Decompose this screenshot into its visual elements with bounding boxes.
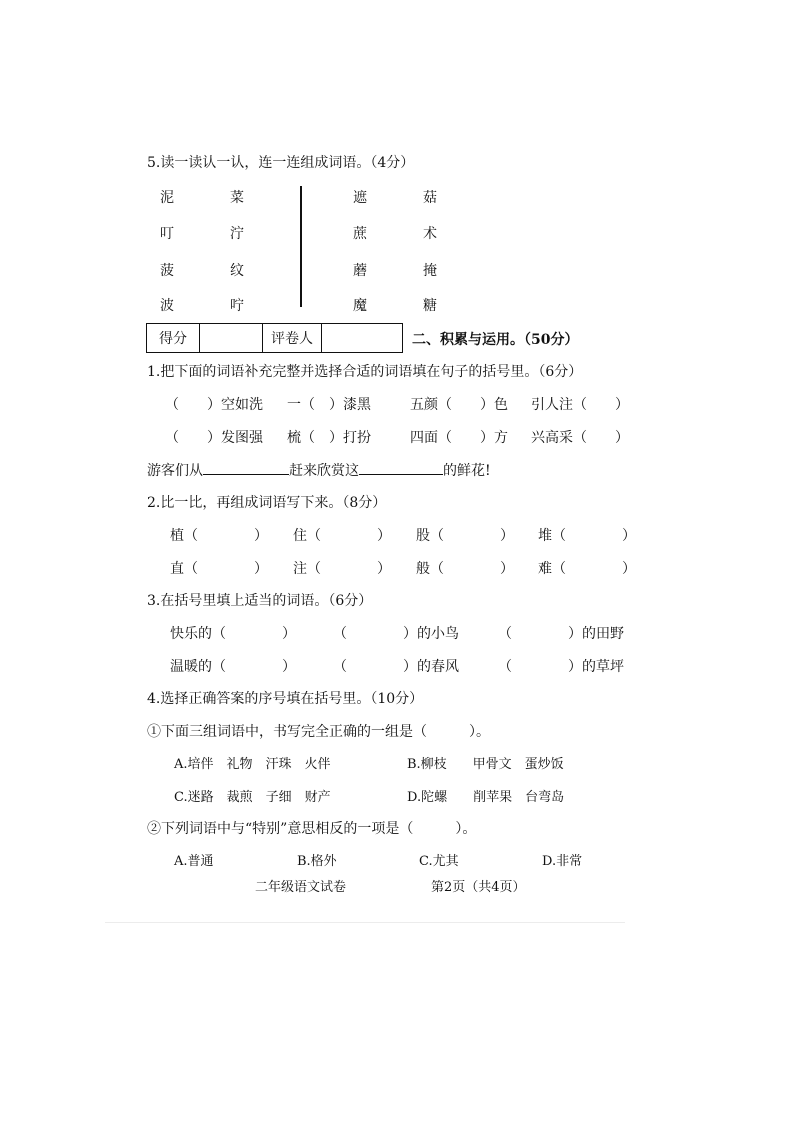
char: 术 [423,226,437,242]
page-number: 第2页（共4页） [431,880,526,895]
s4-question-1: ①下面三组词语中，书写完全正确的一组是（ ）。 [147,724,490,740]
option-d: D.非常 [542,854,583,869]
idiom-item: 一（ ）漆黑 [287,397,371,413]
char: 菠 [160,263,174,279]
char: 波 [160,298,174,314]
sentence-part: 游客们从 [147,463,203,479]
option-a: A.普通 [174,854,214,869]
char: 菜 [230,190,244,206]
idiom-item: 兴高采（ ） [531,430,629,446]
char: 魔 [353,298,367,314]
divider-line [300,186,302,307]
char: 蔗 [353,226,367,242]
q5-title: 5.读一读认一认，连一连组成词语。（4分） [147,155,415,171]
char: 纹 [230,263,244,279]
score-label: 得分 [147,324,200,353]
s2-title: 2.比一比，再组成词语写下来。（8分） [147,495,387,511]
option-a: A.培伴 礼物 汗珠 火伴 [174,757,331,772]
char: 泥 [160,190,174,206]
s3-title: 3.在括号里填上适当的词语。（6分） [147,593,373,609]
grader-cell[interactable] [322,324,403,353]
phrase-item: （ ）的小鸟 [333,626,459,642]
fill-sentence [147,460,491,480]
char: 蘑 [353,263,367,279]
page-divider [105,922,625,923]
idiom-item: （ ）空如洗 [165,397,263,413]
phrase-item: （ ）的田野 [498,626,624,642]
compare-item: 注（ ） [293,561,391,577]
char: 叮 [160,226,174,242]
answer-blank[interactable] [203,460,289,475]
idiom-item: 引人注（ ） [531,397,629,413]
grader-label: 评卷人 [263,324,322,353]
option-c: C.尤其 [419,854,459,869]
score-cell[interactable] [200,324,263,353]
compare-item: 直（ ） [170,561,268,577]
phrase-item: 快乐的（ ） [170,626,296,642]
compare-item: 难（ ） [538,561,636,577]
idiom-item: 五颜（ ）色 [410,397,508,413]
char: 遮 [353,190,367,206]
sentence-part: 的鲜花! [443,463,491,479]
score-box [146,323,403,353]
footer-title: 二年级语文试卷 [255,880,347,895]
phrase-item: （ ）的春风 [333,659,459,675]
section-heading: 二、积累与运用。（50分） [412,332,579,348]
compare-item: 般（ ） [416,561,514,577]
sentence-part: 赶来欣赏这 [289,463,359,479]
option-b: B.柳枝 甲骨文 蛋炒饭 [407,757,564,772]
char: 菇 [423,190,437,206]
char: 掩 [423,263,437,279]
s1-title: 1.把下面的词语补充完整并选择合适的词语填在句子的括号里。（6分） [147,364,583,380]
idiom-item: 梳（ ）打扮 [287,430,371,446]
idiom-item: 四面（ ）方 [410,430,508,446]
char: 咛 [230,298,244,314]
char: 泞 [230,226,244,242]
s4-question-2: ②下列词语中与“特别”意思相反的一项是（ ）。 [147,821,477,837]
option-c: C.迷路 裁煎 子细 财产 [174,790,331,805]
option-d: D.陀螺 削苹果 台弯岛 [407,790,565,805]
phrase-item: 温暖的（ ） [170,659,296,675]
answer-blank[interactable] [359,460,443,475]
idiom-item: （ ）发图强 [165,430,263,446]
s4-title: 4.选择正确答案的序号填在括号里。（10分） [147,691,424,707]
compare-item: 堆（ ） [538,528,636,544]
compare-item: 股（ ） [416,528,514,544]
char: 糖 [423,298,437,314]
compare-item: 住（ ） [293,528,391,544]
option-b: B.格外 [297,854,337,869]
compare-item: 植（ ） [170,528,268,544]
phrase-item: （ ）的草坪 [498,659,624,675]
